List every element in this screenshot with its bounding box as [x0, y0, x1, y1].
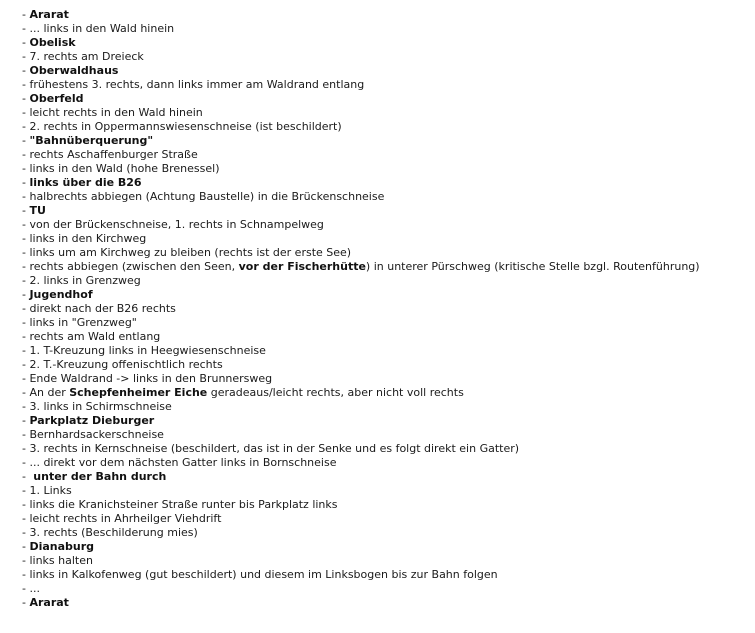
route-description: [22, 8, 700, 610]
direction-text: -: [22, 36, 30, 49]
route-line: [22, 582, 700, 596]
direction-text: - rechts am Wald entlang: [22, 330, 161, 343]
waypoint-name: links über die B26: [29, 176, 142, 189]
direction-text: - An der: [22, 386, 70, 399]
route-line: [22, 176, 700, 190]
direction-text: - 3. links in Schirmschneise: [22, 400, 172, 413]
direction-text: -: [22, 8, 30, 21]
route-line: [22, 526, 700, 540]
route-line: [22, 190, 700, 204]
route-line: [22, 274, 700, 288]
direction-text: - rechts Aschaffenburger Straße: [22, 148, 198, 161]
route-line: [22, 260, 700, 274]
route-line: [22, 302, 700, 316]
waypoint-name: Dianaburg: [29, 540, 95, 553]
route-line: [22, 344, 700, 358]
waypoint-name: unter der Bahn durch: [29, 470, 167, 483]
direction-text: - ... links in den Wald hinein: [22, 22, 175, 35]
direction-text: - direkt nach der B26 rechts: [22, 302, 176, 315]
waypoint-name: "Bahnüberquerung": [29, 134, 154, 147]
route-line: [22, 204, 700, 218]
direction-text: - 3. rechts (Beschilderung mies): [22, 526, 198, 539]
waypoint-name: Ararat: [29, 8, 69, 21]
route-line: [22, 232, 700, 246]
direction-text: - von der Brückenschneise, 1. rechts in Schnampelweg: [22, 218, 324, 231]
route-line: [22, 512, 700, 526]
direction-text: - 2. rechts in Oppermannswiesenschneise (ist beschildert): [22, 120, 342, 133]
direction-text: - leicht rechts in den Wald hinein: [22, 106, 203, 119]
direction-text: - leicht rechts in Ahrheilger Viehdrift: [22, 512, 222, 525]
route-line: [22, 50, 700, 64]
waypoint-name: Schepfenheimer Eiche: [69, 386, 208, 399]
route-line: [22, 386, 700, 400]
route-line: [22, 162, 700, 176]
waypoint-name: Oberfeld: [29, 92, 84, 105]
route-line: [22, 484, 700, 498]
route-line: [22, 442, 700, 456]
route-line: [22, 596, 700, 610]
direction-text: -: [22, 540, 30, 553]
route-line: [22, 246, 700, 260]
route-line: [22, 316, 700, 330]
direction-text: - ...: [22, 582, 40, 595]
route-line: [22, 106, 700, 120]
direction-text: -: [22, 176, 30, 189]
direction-text: -: [22, 470, 30, 483]
route-line: [22, 148, 700, 162]
route-line: [22, 78, 700, 92]
direction-text: - 1. T-Kreuzung links in Heegwiesenschneise: [22, 344, 266, 357]
route-line: [22, 218, 700, 232]
route-line: [22, 554, 700, 568]
route-line: [22, 288, 700, 302]
direction-text: - frühestens 3. rechts, dann links immer am Waldrand entlang: [22, 78, 365, 91]
route-line: [22, 22, 700, 36]
direction-text: -: [22, 64, 30, 77]
direction-text: - links in Kalkofenweg (gut beschildert) und diesem im Linksbogen bis zur Bahn folgen: [22, 568, 498, 581]
direction-text: geradeaus/leicht rechts, aber nicht voll rechts: [207, 386, 464, 399]
direction-text: - Bernhardsackerschneise: [22, 428, 164, 441]
route-line: [22, 134, 700, 148]
route-line: [22, 330, 700, 344]
direction-text: - links die Kranichsteiner Straße runter bis Parkplatz links: [22, 498, 338, 511]
direction-text: -: [22, 204, 30, 217]
waypoint-name: Ararat: [29, 596, 69, 609]
route-line: [22, 358, 700, 372]
direction-text: - halbrechts abbiegen (Achtung Baustelle) in die Brückenschneise: [22, 190, 385, 203]
route-line: [22, 414, 700, 428]
direction-text: - rechts abbiegen (zwischen den Seen,: [22, 260, 239, 273]
direction-text: ) in unterer Pürschweg (kritische Stelle bzgl. Routenführung): [365, 260, 700, 273]
route-line: [22, 8, 700, 22]
direction-text: -: [22, 596, 30, 609]
waypoint-name: vor der Fischerhütte: [238, 260, 366, 273]
route-line: [22, 64, 700, 78]
waypoint-name: Oberwaldhaus: [29, 64, 119, 77]
waypoint-name: Jugendhof: [29, 288, 93, 301]
route-line: [22, 36, 700, 50]
route-line: [22, 470, 700, 484]
route-line: [22, 456, 700, 470]
direction-text: - 3. rechts in Kernschneise (beschildert, das ist in der Senke und es folgt direkt ein Gatter): [22, 442, 520, 455]
direction-text: - links um am Kirchweg zu bleiben (rechts ist der erste See): [22, 246, 352, 259]
direction-text: - 2. T.-Kreuzung offenischtlich rechts: [22, 358, 223, 371]
route-line: [22, 120, 700, 134]
waypoint-name: Parkplatz Dieburger: [29, 414, 155, 427]
route-line: [22, 400, 700, 414]
direction-text: - 2. links in Grenzweg: [22, 274, 141, 287]
route-line: [22, 372, 700, 386]
waypoint-name: TU: [29, 204, 46, 217]
waypoint-name: Obelisk: [29, 36, 76, 49]
route-line: [22, 498, 700, 512]
direction-text: - links in "Grenzweg": [22, 316, 137, 329]
route-line: [22, 428, 700, 442]
direction-text: - links in den Kirchweg: [22, 232, 147, 245]
direction-text: - 1. Links: [22, 484, 72, 497]
direction-text: -: [22, 134, 30, 147]
route-line: [22, 92, 700, 106]
direction-text: -: [22, 288, 30, 301]
direction-text: - links in den Wald (hohe Brenessel): [22, 162, 220, 175]
direction-text: -: [22, 414, 30, 427]
direction-text: - links halten: [22, 554, 93, 567]
direction-text: -: [22, 92, 30, 105]
route-line: [22, 540, 700, 554]
route-line: [22, 568, 700, 582]
direction-text: - ... direkt vor dem nächsten Gatter links in Bornschneise: [22, 456, 337, 469]
direction-text: - 7. rechts am Dreieck: [22, 50, 144, 63]
direction-text: - Ende Waldrand -> links in den Brunnersweg: [22, 372, 273, 385]
